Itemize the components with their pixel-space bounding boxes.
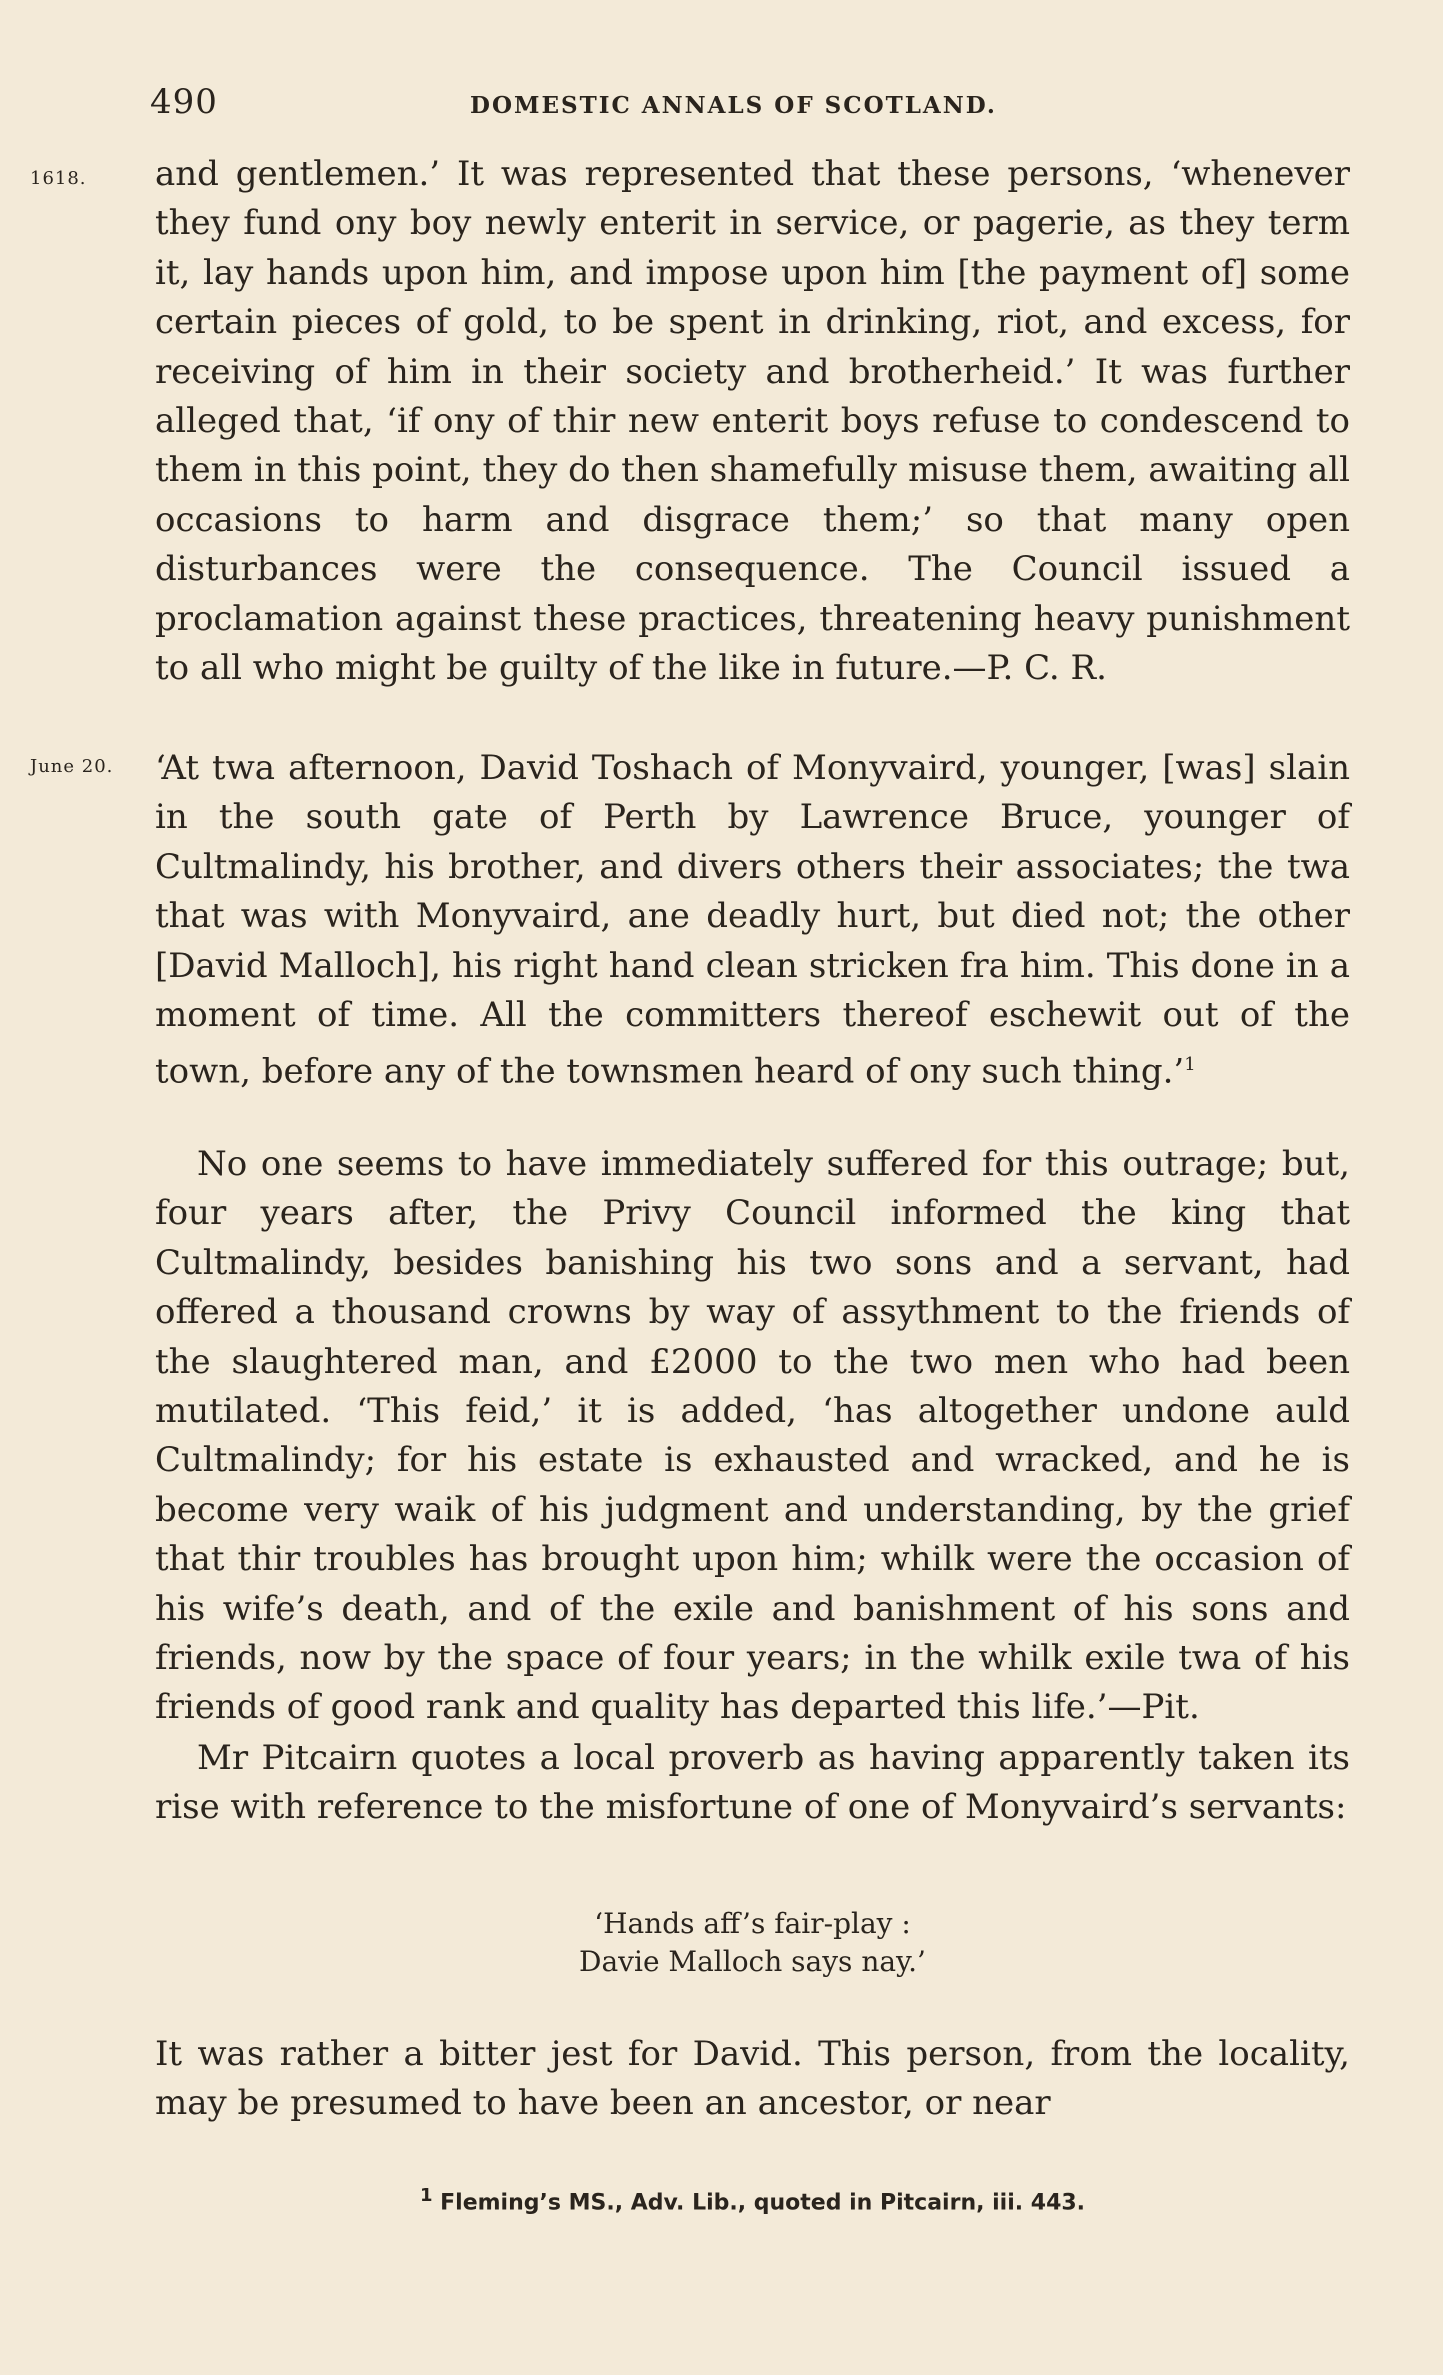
- paragraph-1: [155, 150, 1350, 693]
- page-number: 490: [150, 82, 218, 122]
- paragraph-3-text: No one seems to have immediately suffered for this outrage; but, four years after, the Privy Council informed the king that Cultmalindy, besides banishing his two sons and a servant, had offered a thousand crowns by way of assythment to the friends of the slaughtered man, and £2000 to the two men who had been mutilated. ‘This feid,’ it is added, ‘has altogether undone auld Cultmalindy; for his estate is exhausted and wracked, and he is become very waik of his judgment and understanding, by the grief that thir troubles has brought upon him; whilk were the occasion of his wife’s death, and of the exile and banishment of his sons and friends, now by the space of four years; in the whilk exile twa of his friends of good rank and quality has departed this life.’—Pit.: [155, 1144, 1350, 1728]
- paragraph-4-text: Mr Pitcairn quotes a local proverb as having apparently taken its rise with reference to the misfortune of one of Monyvaird’s servants:: [155, 1738, 1350, 1828]
- paragraph-5-text: It was rather a bitter jest for David. This person, from the locality, may be presumed to have been an ancestor, or near: [155, 2034, 1350, 2124]
- paragraph-1-text: and gentlemen.’ It was represented that these persons, ‘whenever they fund ony boy newly enterit in service, or pagerie, as they term it, lay hands upon him, and impose upon him [the payment of] some certain pieces of gold, to be spent in drinking, riot, and excess, for receiving of him in their society and brotherheid.’ It was further alleged that, ‘if ony of thir new enterit boys refuse to condescend to them in this point, they do then shamefully misuse them, awaiting all occasions to harm and disgrace them;’ so that many open disturbances were the consequence. The Council issued a proclamation against these practices, threatening heavy punishment to all who might be guilty of the like in future.—P. C. R.: [155, 154, 1350, 689]
- running-title: DOMESTIC ANNALS OF SCOTLAND.: [470, 92, 997, 119]
- paragraph-2-text: ‘At twa afternoon, David Toshach of Monyvaird, younger, [was] slain in the south gate of Perth by Lawrence Bruce, younger of Cultmalindy, his brother, and divers others their associates; the twa that was with Monyvaird, ane deadly hurt, but died not; the other [David Malloch], his right hand clean stricken fra him. This done in a moment of time. All the committers thereof eschewit out of the town, before any of the townsmen heard of ony such thing.’: [155, 748, 1350, 1092]
- margin-year: 1618.: [30, 168, 87, 189]
- footnote-marker: 1: [419, 2185, 433, 2206]
- quote-line-2: Davie Malloch says nay.’: [579, 1945, 926, 1978]
- footnote: [155, 2185, 1350, 2215]
- page-header: [150, 82, 1350, 122]
- footnote-text: Fleming’s MS., Adv. Lib., quoted in Pitcairn, iii. 443.: [440, 2190, 1086, 2216]
- proverb-quote: [155, 1905, 1350, 1981]
- quote-line-1: ‘Hands aff’s fair-play :: [594, 1907, 911, 1940]
- paragraph-5: [155, 2030, 1350, 2129]
- footnote-ref: 1: [1184, 1054, 1196, 1076]
- paragraph-3: [155, 1140, 1350, 1733]
- paragraph-2: [155, 744, 1350, 1097]
- margin-date: June 20.: [30, 756, 114, 777]
- paragraph-4: [155, 1734, 1350, 1833]
